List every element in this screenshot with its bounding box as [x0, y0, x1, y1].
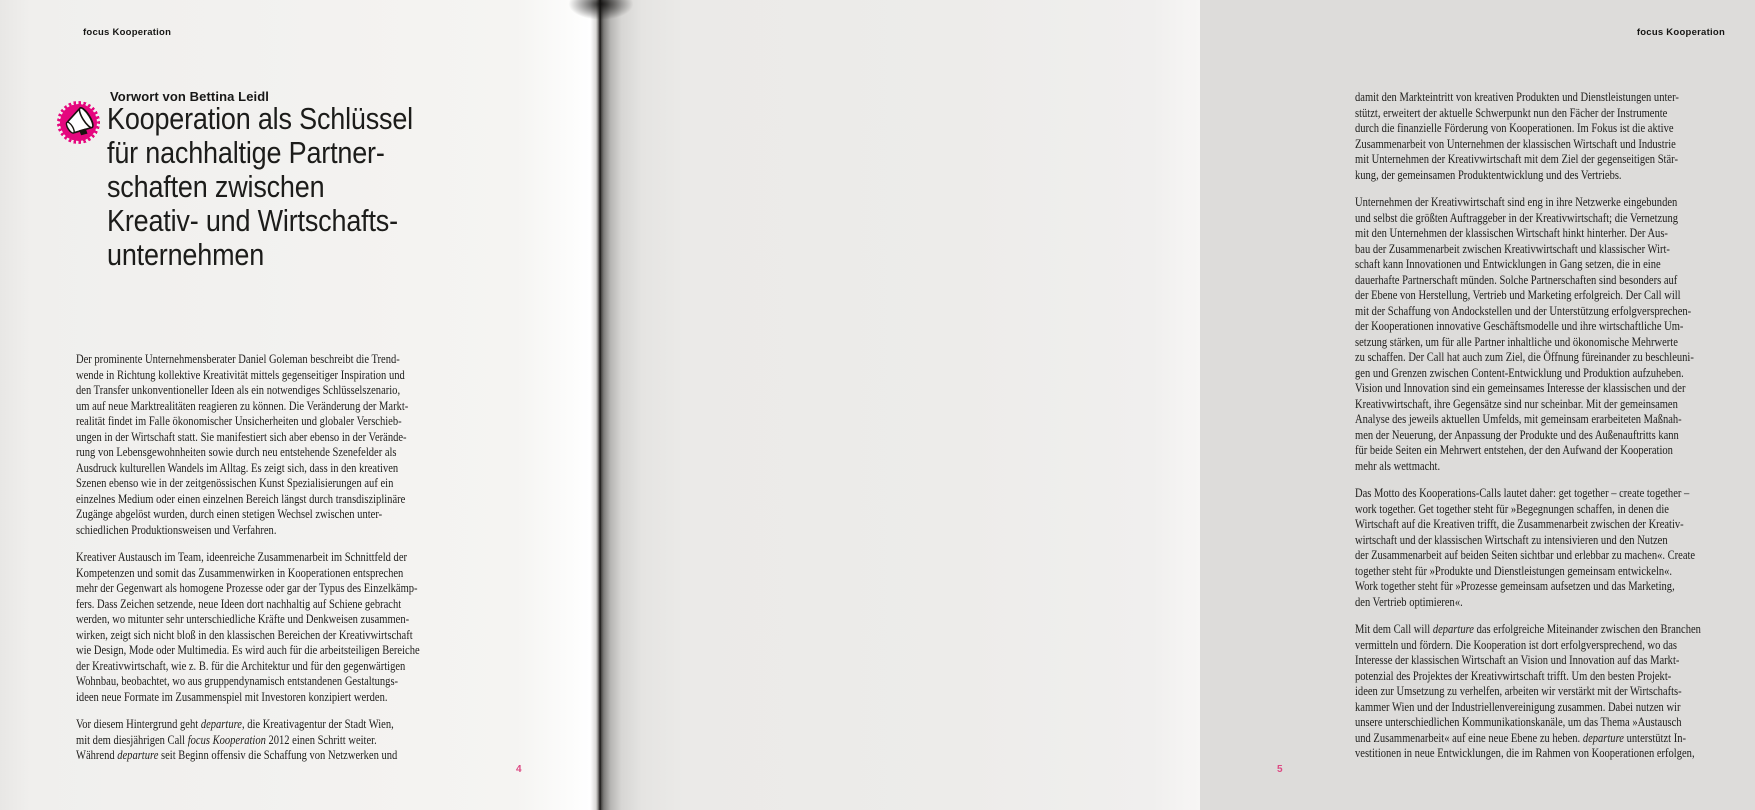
left-body-text: [76, 352, 476, 764]
paragraph: Das Motto des Kooperations-Calls lautet daher: get together – create together – work together. Get together steht für »Begegnungen schaffen, in denen die Wirtschaft auf die Kreativen trifft, die Zusammenarbeit zwischen der Kreativ- wirtschaft und der klassischen Wirtschaft zu intensivieren und den Nutzen der Zusammenarbeit auf beiden Seiten sichtbar und erlebbar zu machen«. Create together steht für »Produkte und Dienstleistungen gemeinsam entwickeln«. Work together steht für »Prozesse gemeinsam aufsetzen und das Marketing, den Vertrieb optimieren«.: [1355, 486, 1696, 609]
paragraph: damit den Markteintritt von kreativen Produkten und Dienstleistungen unter- stützt, erweitert der aktuelle Schwerpunkt nun den Fächer der Instrumente durch die finanzielle Förderung von Kooperationen. Im Fokus ist die aktive Zusammenarbeit von Unternehmen der klassischen Wirtschaft und Industrie mit Unternehmen der Kreativwirtschaft mit dem Ziel der gegenseitigen Stär- kung, der gemeinsamen Produktentwicklung und des Vertriebs.: [1355, 90, 1679, 182]
page-number-left: 4: [516, 764, 522, 775]
running-header-left: focus Kooperation: [83, 27, 172, 38]
left-page: [0, 0, 600, 810]
kicker-author-line: Vorwort von Bettina Leidl: [110, 89, 269, 104]
megaphone-icon: [57, 101, 100, 144]
megaphone-badge-icon: [57, 101, 100, 144]
article-title: Kooperation als Schlüssel für nachhaltige Partner- schaften zwischen Kreativ- und Wirtschafts- unternehmen: [107, 101, 413, 272]
paragraph: Kreativer Austausch im Team, ideenreiche Zusammenarbeit im Schnittfeld der Kompetenzen und somit das Zusammenwirken in Kooperationen entsprechen mehr der Gegenwart als homogene Prozesse oder gar der Typus des Einzelkämp- fers. Dass Zeichen setzende, neue Ideen dort nachhaltig auf Schiene gebracht werden, wo mitunter sehr unterschiedliche Kräfte und Denkweisen zusammen- wirken, zeigt sich nicht bloß in den klassischen Bereichen der Kreativwirtschaft wie Design, Mode oder Multimedia. Es wird auch für die arbeitsteiligen Bereiche der Kreativwirtschaft, wie z. B. für die Architektur und für den gegenwärtigen Wohnbau, beobachtet, wo aus gruppendynamisch entstandenen Gestaltungs- ideen neue Formate im Zusammenspiel mit Investoren konzipiert werden.: [76, 550, 420, 704]
running-header-right: focus Kooperation: [1636, 27, 1725, 38]
right-page: [600, 0, 1725, 810]
right-body-text: [1355, 90, 1755, 762]
paragraph: Der prominente Unternehmensberater Daniel Goleman beschreibt die Trend- wende in Richtung kollektive Kreativität mittels gegenseitiger Inspiration und den Transfer unkonventioneller Ideen als ein notwendiges Schlüsselszenario, um auf neue Marktrealitäten reagieren zu können. Die Veränderung der Markt- realität findet im Falle ökonomischer Unsicherheiten und globaler Verschieb- ungen in der Wirtschaft statt. Sie manifestiert sich aber ebenso in der Verände- rung von Lebensgewohnheiten sowie durch neu entstehende Szenefelder als Ausdruck kulturellen Wandels im Alltag. Es zeigt sich, dass in den kreativen Szenen ebenso wie in der zeitgenössischen Kunst Spezialisierungen auf ein einzelnes Medium oder einen einzelnen Bereich längst durch transdisziplinäre Zugänge abgelöst wurden, durch einen stetigen Wechsel zwischen unter- schiedlichen Produktionsweisen und Verfahren.: [76, 352, 409, 537]
paragraph: Mit dem Call will departure das erfolgreiche Miteinander zwischen den Branchen vermitteln und fördern. Die Kooperation ist dort erfolgversprechend, wo das Interesse der klassischen Wirtschaft an Vision und Innovation auf das Markt- potenzial des Projektes der Kreativwirtschaft trifft. Um den besten Projekt- ideen zur Umsetzung zu verhelfen, arbeiten wir verstärkt mit der Wirtschafts- kammer Wien und der Industriellenvereinigung zusammen. Dabei nutzen wir unsere unterschiedlichen Kommunikationskanäle, um das Thema »Austausch und Zusammenarbeit« auf eine neue Ebene zu heben. departure unterstützt In- vestitionen in neue Entwicklungen, die im Rahmen von Kooperationen erfolgen,: [1355, 622, 1701, 760]
paragraph: Unternehmen der Kreativwirtschaft sind eng in ihre Netzwerke eingebunden und selbst die größten Auftraggeber in der Kreativwirtschaft; die Vernetzung mit den Unternehmen der klassischen Wirtschaft hinkt hinterher. Der Aus- bau der Zusammenarbeit zwischen Kreativwirtschaft und klassischer Wirt- schaft kann Innovationen und Entwicklungen in Gang setzen, die in eine dauerhafte Partnerschaft münden. Solche Partnerschaften sind besonders auf der Ebene von Herstellung, Vertrieb und Marketing erfolgreich. Der Call will mit der Schaffung von Andockstellen und der Unterstützung erfolgversprechen- der Kooperationen innovative Geschäftsmodelle und ihre wirtschaftliche Um- setzung stärken, um für alle Partner inhaltliche und ökonomische Mehrwerte zu schaffen. Der Call hat auch zum Ziel, die Öffnung füreinander zu beschleuni- gen und Grenzen zwischen Content-Entwicklung und Produktion aufzuheben. Vision und Innovation sind ein gemeinsames Interesse der klassischen und der Kreativwirtschaft, ihre Gegensätze sind nur scheinbar. Mit der gemeinsamen Analyse des jeweils aktuellen Umfelds, mit gemeinsam erarbeiteten Maßnah- men der Neuerung, der Anpassung der Produkte und des Außenauftritts kann für beide Seiten ein Mehrwert entstehen, der den Aufwand der Kooperation mehr als wettmacht.: [1355, 195, 1694, 473]
page-number-right: 5: [1277, 764, 1283, 775]
paragraph: Vor diesem Hintergrund geht departure, die Kreativagentur der Stadt Wien, mit dem diesjährigen Call focus Kooperation 2012 einen Schritt weiter. Während departure seit Beginn offensiv die Schaffung von Netzwerken und: [76, 717, 398, 762]
